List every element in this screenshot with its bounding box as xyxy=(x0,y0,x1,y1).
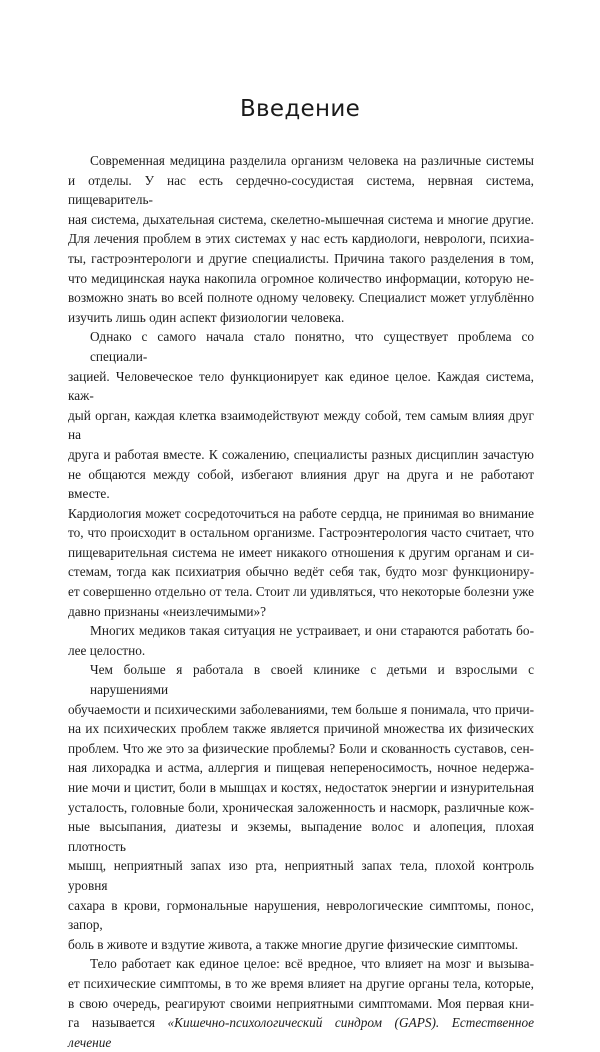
text-line: Однако с самого начала стало понятно, что существует проблема со специали- xyxy=(90,329,534,364)
text-line: ты, гастроэнтерологи и другие специалисты. Причина такого разделения в том, xyxy=(68,250,534,266)
text-line: давно признаны «неизлечимыми»? xyxy=(68,603,267,619)
text-line: усталость, головные боли, хроническая заложенность и насморк, различные кож- xyxy=(68,799,534,815)
book-title-italic: «Кишечно-психологический синдром (GAPS). Естественное лечение xyxy=(68,1015,535,1050)
text-line: обучаемости и психическими заболеваниями, тем больше я понимала, что причи- xyxy=(68,701,534,717)
text-line: изучить лишь один аспект физиологии человека. xyxy=(68,309,345,325)
text-line: возможно знать во всей полноте одному человеку. Специалист может углублённо xyxy=(68,290,534,306)
text-line: что медицинская наука накопила огромное количество информации, которую не- xyxy=(68,270,534,286)
paragraph xyxy=(68,327,534,621)
text-line: не общаются между собой, избегают влияния друг на друга и не работают вместе. xyxy=(68,466,534,502)
text-line: лее целостно. xyxy=(68,642,146,658)
text-line: зацией. Человеческое тело функционирует как единое целое. Каждая система, каж- xyxy=(68,368,534,404)
paragraph xyxy=(68,151,534,327)
text-line: проблем. Что же это за физические проблемы? Боли и скованность суставов, сен- xyxy=(68,740,534,756)
text-line: друга и работая вместе. К сожалению, специалисты разных дисциплин зачастую xyxy=(68,446,534,462)
text-line: ет психические симптомы, в то же время влияет на другие органы тела, которые, xyxy=(68,975,534,991)
paragraph xyxy=(68,621,534,660)
text-line: боль в животе и вздутие живота, а также многие другие физические симптомы. xyxy=(68,936,519,952)
text-line: ные высыпания, диатезы и экземы, выпадение волос и алопеция, плохая плотность xyxy=(68,819,534,854)
text-line: Многих медиков такая ситуация не устраивает, и они стараются работать бо- xyxy=(90,623,534,639)
paragraph xyxy=(68,660,534,954)
text-line: Чем больше я работала в своей клинике с детьми и взрослыми с нарушениями xyxy=(90,662,534,698)
text-line: Для лечения проблем в этих системах у нас есть кардиологи, неврологи, психиа- xyxy=(68,231,534,247)
text-line: на их психических проблем также является причиной множества их физических xyxy=(68,721,534,737)
text-line: дый орган, каждая клетка взаимодействуют между собой, тем самым влияя друг на xyxy=(68,407,534,443)
text-line: ная лихорадка и астма, аллергия и пищевая непереносимость, ночное недержа- xyxy=(68,760,534,776)
text-line: ние мочи и цистит, боли в мышцах и костях, недостаток энергии и изнурительная xyxy=(68,780,534,795)
text-line-closing xyxy=(68,1013,534,1052)
chapter-body xyxy=(68,151,534,1052)
text-line: то, что происходит в остальном организме. Гастроэнтерология часто считает, что xyxy=(68,525,534,541)
text-line: мышц, неприятный запах изо рта, неприятный запах тела, плохой контроль уровня xyxy=(68,858,534,893)
text-line: Кардиология может сосредоточиться на работе сердца, не принимая во внимание xyxy=(68,505,534,521)
text-line: сахара в крови, гормональные нарушения, неврологические симптомы, понос, запор, xyxy=(68,897,534,933)
closing-line-normal: га называется xyxy=(68,1015,168,1031)
text-line: ет совершенно отдельно от тела. Стоит ли удивляться, что некоторые болезни уже xyxy=(68,584,534,600)
text-line: стемам, тогда как психиатрия обычно ведёт себя так, будто мозг функциониру- xyxy=(68,564,534,580)
text-line: ная система, дыхательная система, скелетно-мышечная система и многие другие. xyxy=(68,211,534,227)
text-line: Современная медицина разделила организм человека на различные системы xyxy=(90,153,534,168)
text-line: и отделы. У нас есть сердечно-сосудистая система, нервная система, пищеваритель- xyxy=(68,172,534,208)
chapter-title: Введение xyxy=(239,96,361,122)
paragraph xyxy=(68,954,534,1052)
text-line: пищеварительная система не имеет никакого отношения к другим органам и си- xyxy=(68,544,534,560)
text-line: Тело работает как единое целое: всё вредное, что влияет на мозг и вызыва- xyxy=(90,956,534,972)
text-line: в свою очередь, реагируют своими неприятными симптомами. Моя первая кни- xyxy=(68,995,534,1011)
